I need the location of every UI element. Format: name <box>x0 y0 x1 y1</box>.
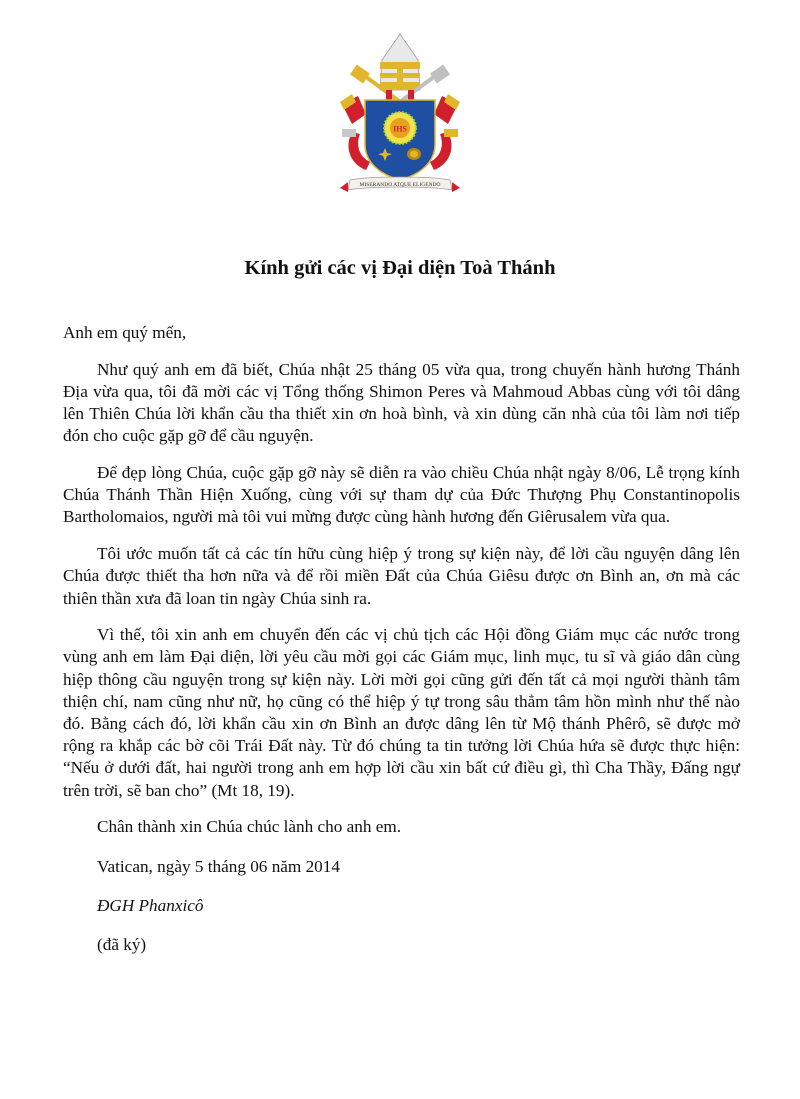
motto-scroll <box>340 177 460 192</box>
mitre-icon <box>380 34 420 90</box>
paragraph: Tôi ước muốn tất cả các tín hữu cùng hiệp ý trong sự kiện này, để lời cầu nguyện dâng lên Chúa được thiết tha hơn nữa và để rồi miền Đất của Chúa Giêsu được ơn Bình an, ơn mà các thiên thần xưa đã loan tin ngày Chúa sinh ra. <box>63 544 740 608</box>
letter-title: Kính gửi các vị Đại diện Toà Thánh <box>244 257 556 279</box>
svg-text:IHS: IHS <box>393 124 407 134</box>
signature: ĐGH Phanxicô <box>97 895 204 915</box>
paragraph: Như quý anh em đã biết, Chúa nhật 25 tháng 05 vừa qua, trong chuyến hành hương Thánh Địa vừa qua, tôi đã mời các vị Tổng thống Shimon Peres và Mahmoud Abbas cùng với tôi dâng lên Thiên Chúa lời khẩn cầu tha thiết xin ơn hoà bình, và xin dùng căn nhà của tôi làm nơi tiếp đón cho cuộc gặp gỡ để cầu nguyện. <box>63 359 740 446</box>
papal-coat-of-arms-icon <box>330 32 470 197</box>
paragraph: Vì thế, tôi xin anh em chuyển đến các vị chủ tịch các Hội đồng Giám mục các nước trong vùng anh em làm Đại diện, lời yêu cầu mời gọi các Giám mục, linh mục, tu sĩ và giáo dân cùng hiệp thông cầu nguyện trong sự kiện này. Lời mời gọi cũng gửi đến tất cả mọi người thành tâm thiện chí, nam cũng như nữ, họ cũng có thể hiệp ý tự trong sâu thẳm tâm hồn mình như thế nào đó. Bằng cách đó, lời khẩn cầu xin ơn Bình an được dâng lên từ Mộ thánh Phêrô, sẽ được mở rộng ra khắp các bờ cõi Trái Đất này. Từ đó chúng ta tin tưởng lời Chúa hứa sẽ được thực hiện: “Nếu ở dưới đất, hai người trong anh em hợp lời cầu xin bất cứ điều gì, thì Cha Thầy, Đấng ngự trên trời, sẽ ban cho” (Mt 18, 19). <box>63 625 740 800</box>
svg-text:MISERANDO ATQUE ELIGENDO: MISERANDO ATQUE ELIGENDO <box>359 182 441 188</box>
nard-flower-icon <box>407 148 421 160</box>
blessing: Chân thành xin Chúa chúc lành cho anh em. <box>97 817 402 837</box>
signed-note: (đã ký) <box>97 934 147 954</box>
salutation: Anh em quý mến, <box>63 323 187 342</box>
letter-body <box>63 322 740 973</box>
paragraph: Để đẹp lòng Chúa, cuộc gặp gỡ này sẽ diễn ra vào chiều Chúa nhật ngày 8/06, Lễ trọng kính Chúa Thánh Thần Hiện Xuống, cùng với sự tham dự của Đức Thượng Phụ Constantinopolis Bartholomaios, người mà tôi vui mừng được cùng hành hương đến Giêrusalem vừa qua. <box>63 463 740 527</box>
sun-ihs-icon <box>384 112 416 144</box>
date-line: Vatican, ngày 5 tháng 06 năm 2014 <box>97 856 340 876</box>
